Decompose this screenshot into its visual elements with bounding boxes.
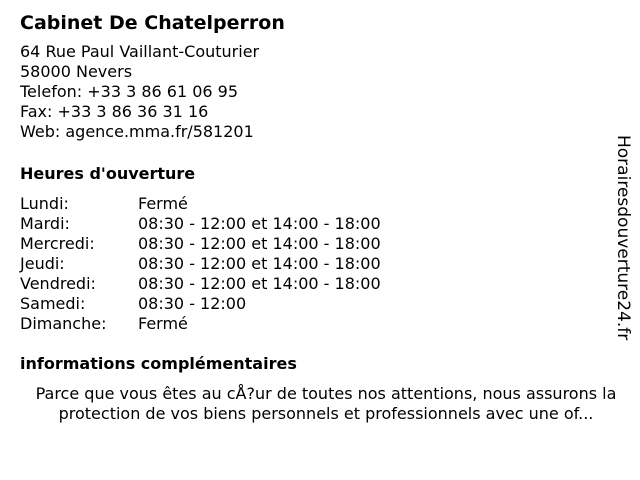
- site-watermark: Horairesdouverture24.fr: [613, 135, 633, 341]
- day-label: Jeudi:: [20, 254, 65, 273]
- time-value: 08:30 - 12:00: [138, 294, 247, 313]
- hours-row-monday: [20, 194, 620, 214]
- time-value: 08:30 - 12:00 et 14:00 - 18:00: [138, 254, 381, 273]
- additional-info-title: informations complémentaires: [20, 354, 297, 373]
- day-label: Mercredi:: [20, 234, 95, 253]
- time-value: 08:30 - 12:00 et 14:00 - 18:00: [138, 234, 381, 253]
- day-label: Vendredi:: [20, 274, 96, 293]
- opening-hours-title: Heures d'ouverture: [20, 164, 196, 183]
- business-name: Cabinet De Chatelperron: [20, 12, 285, 34]
- time-value: Fermé: [138, 194, 188, 213]
- hours-row-friday: [20, 274, 620, 294]
- additional-info-text: Parce que vous êtes au cÅ?ur de toutes nos attentions, nous assurons la protection de vos biens personnels et professionnels avec une of...: [35, 384, 617, 423]
- time-value: Fermé: [138, 314, 188, 333]
- hours-row-wednesday: [20, 234, 620, 254]
- address-line-1: 64 Rue Paul Vaillant-Couturier: [20, 42, 260, 61]
- day-label: Dimanche:: [20, 314, 107, 333]
- opening-hours-table: [20, 194, 620, 334]
- phone-text: Telefon: +33 3 86 61 06 95: [20, 82, 239, 101]
- time-value: 08:30 - 12:00 et 14:00 - 18:00: [138, 214, 381, 233]
- hours-row-thursday: [20, 254, 620, 274]
- time-value: 08:30 - 12:00 et 14:00 - 18:00: [138, 274, 381, 293]
- day-label: Lundi:: [20, 194, 69, 213]
- hours-row-tuesday: [20, 214, 620, 234]
- web-text: Web: agence.mma.fr/581201: [20, 122, 254, 141]
- address-line-2: 58000 Nevers: [20, 62, 133, 81]
- day-label: Mardi:: [20, 214, 70, 233]
- hours-row-saturday: [20, 294, 620, 314]
- fax-text: Fax: +33 3 86 36 31 16: [20, 102, 209, 121]
- business-card: [20, 10, 620, 423]
- hours-row-sunday: [20, 314, 620, 334]
- day-label: Samedi:: [20, 294, 86, 313]
